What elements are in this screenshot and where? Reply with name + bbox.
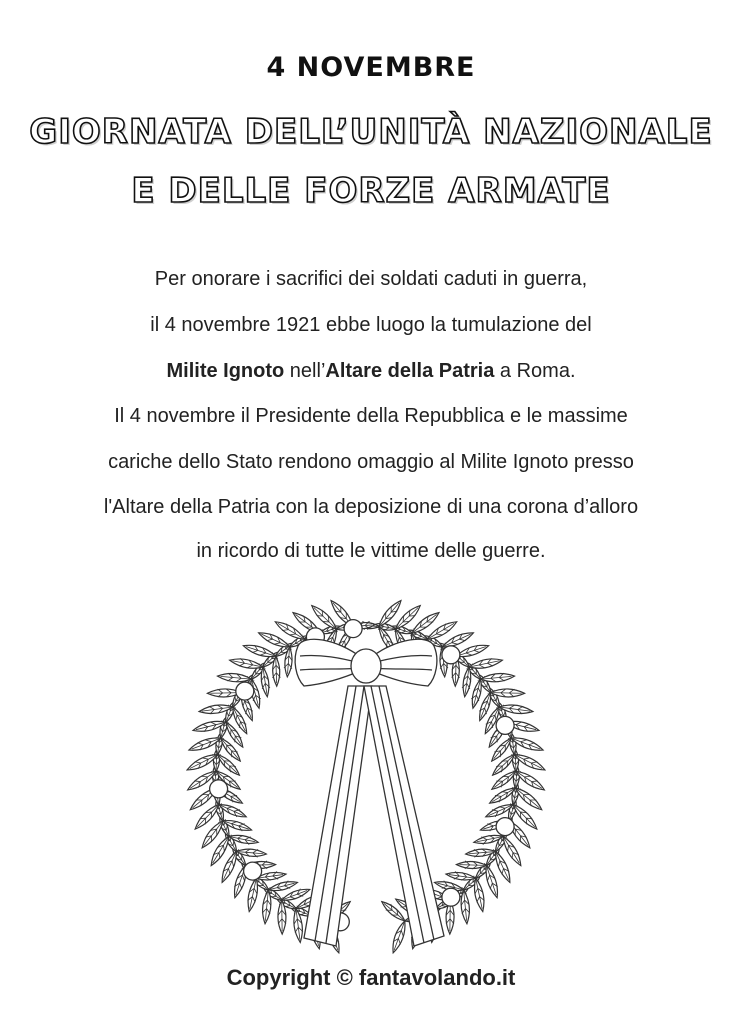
paragraph-line-1: Per onorare i sacrifici dei soldati caduti in guerra, <box>154 268 588 290</box>
paragraph-line-3 <box>0 360 742 383</box>
altare-patria-bold: Altare della Patria <box>325 360 495 382</box>
title-line-2: E DELLE FORZE ARMATE <box>131 171 611 211</box>
paragraph-line-7: in ricordo di tutte le vittime delle guerre. <box>196 540 546 562</box>
paragraph-line-2: il 4 novembre 1921 ebbe luogo la tumulazione del <box>150 314 592 336</box>
paragraph-line-4: Il 4 novembre il Presidente della Repubblica e le massime <box>114 405 628 427</box>
laurel-wreath-icon <box>176 586 556 964</box>
paragraph-line-5: cariche dello Stato rendono omaggio al Milite Ignoto presso <box>108 451 634 473</box>
paragraph-line-3-end: a Roma. <box>494 360 576 382</box>
paragraph-line-3-mid: nell’ <box>284 360 326 382</box>
milite-ignoto-bold: Milite Ignoto <box>166 360 285 382</box>
ribbon-bow <box>295 639 437 686</box>
paragraph-line-6: l'Altare della Patria con la deposizione di una corona d’alloro <box>103 496 639 518</box>
date-heading: 4 NOVEMBRE <box>266 52 476 83</box>
copyright-footer: Copyright © fantavolando.it <box>226 965 516 990</box>
ribbon-tails <box>304 686 444 946</box>
title-line-1: GIORNATA DELL’UNITÀ NAZIONALE <box>29 112 713 152</box>
